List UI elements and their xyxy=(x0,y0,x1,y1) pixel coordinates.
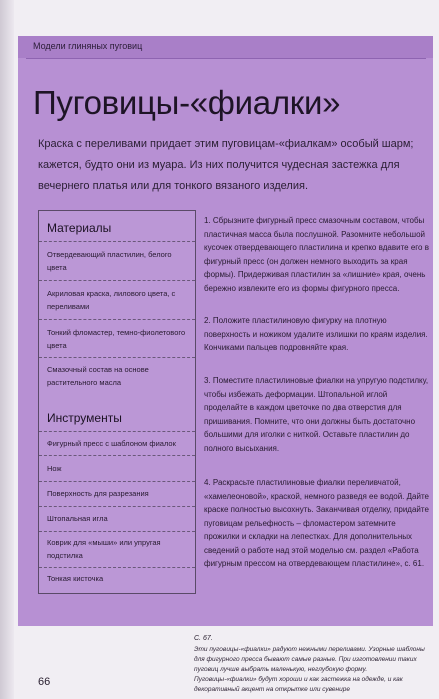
caption-label: С. 67. xyxy=(194,635,213,642)
step-4: 4. Раскрасьте пластилиновые фиалки переливчатой, «хамелеоновой», краской, немного разведя ее водой. Дайте краске полностью высохнуть. Заканчивая отделку, придайте пуговицам рельефность – фломастером затемните прожилки и складки на лепестках. Для дополнительных сведений о работе над этой моделью см. раздел «Работа фигурным прессом на отвердевающем пластилине», с. 61. xyxy=(204,478,429,568)
material-item: Тонкий фломастер, темно-фиолетового цвета xyxy=(47,328,186,350)
material-item: Акриловая краска, лилового цвета, с переливами xyxy=(47,289,176,311)
step-3: 3. Поместите пластилиновые фиалки на упругую подстилку, чтобы избежать деформации. Штопальной иглой проделайте в каждом цветочке по два отверстия для пришивания. Помните, что они должны быть достаточно большими для иголки с ниткой. Оставьте пластилин до полного высыхания. xyxy=(204,376,429,453)
divider xyxy=(39,481,195,482)
divider xyxy=(39,431,195,432)
tool-item: Поверхность для разрезания xyxy=(47,489,149,498)
divider xyxy=(39,531,195,532)
divider xyxy=(39,506,195,507)
photo-caption: Эти пуговицы-«фиалки» радуют нежными переливами. Узорные шаблоны для фигурного пресса бывают самые разные. При изготовлении таких пуговиц лучше выбрать маленькую, неглубокую форму. Пуговицы-«фиалки» будут хороши и как застежка на одежде, и как декоративный акцент на открытке или сувенире xyxy=(194,646,425,693)
material-item: Смазочный состав на основе растительного масла xyxy=(47,365,149,387)
material-item: Отвердевающий пластилин, белого цвета xyxy=(47,250,172,272)
step-2: 2. Положите пластилиновую фигурку на плотную поверхность и ножиком удалите излишки по краям изделия. Кончиками пальцев подровняйте края. xyxy=(204,316,428,352)
divider xyxy=(39,567,195,568)
divider xyxy=(39,319,195,320)
divider xyxy=(39,455,195,456)
header-divider xyxy=(26,58,426,59)
intro-paragraph: Краска с переливами придает этим пуговицам-«фиалкам» особый шарм; кажется, будто они из муара. Из них получится чудесная застежка для вечернего платья или для тонкого вязаного изделия. xyxy=(38,138,414,192)
tool-item: Нож xyxy=(47,464,62,473)
materials-heading: Материалы xyxy=(47,221,112,235)
tool-item: Штопальная игла xyxy=(47,514,108,523)
tool-item: Тонкая кисточка xyxy=(47,574,104,583)
running-title: Модели глиняных пуговиц xyxy=(33,41,143,51)
tool-item: Коврик для «мыши» или упругая подстилка xyxy=(47,538,161,560)
step-1: 1. Сбрызните фигурный пресс смазочным составом, чтобы пластичная масса была послушной. Разомните небольшой кусочек отвердевающего пластилина и крепко вдавите его в фигурный пресс (он должен немного выходить за края формы). Придерживая пластилин за «лишние» края, очень бережно извлеките его из формы фигурного пресса. xyxy=(204,216,429,293)
page-spine-shadow xyxy=(0,0,14,699)
page-number: 66 xyxy=(38,676,51,688)
tools-heading: Инструменты xyxy=(47,411,122,425)
divider xyxy=(39,280,195,281)
materials-tools-panel xyxy=(38,210,196,594)
tool-item: Фигурный пресс с шаблоном фиалок xyxy=(47,439,176,448)
divider xyxy=(39,357,195,358)
divider xyxy=(39,241,195,242)
page-title: Пуговицы-«фиалки» xyxy=(33,84,341,121)
